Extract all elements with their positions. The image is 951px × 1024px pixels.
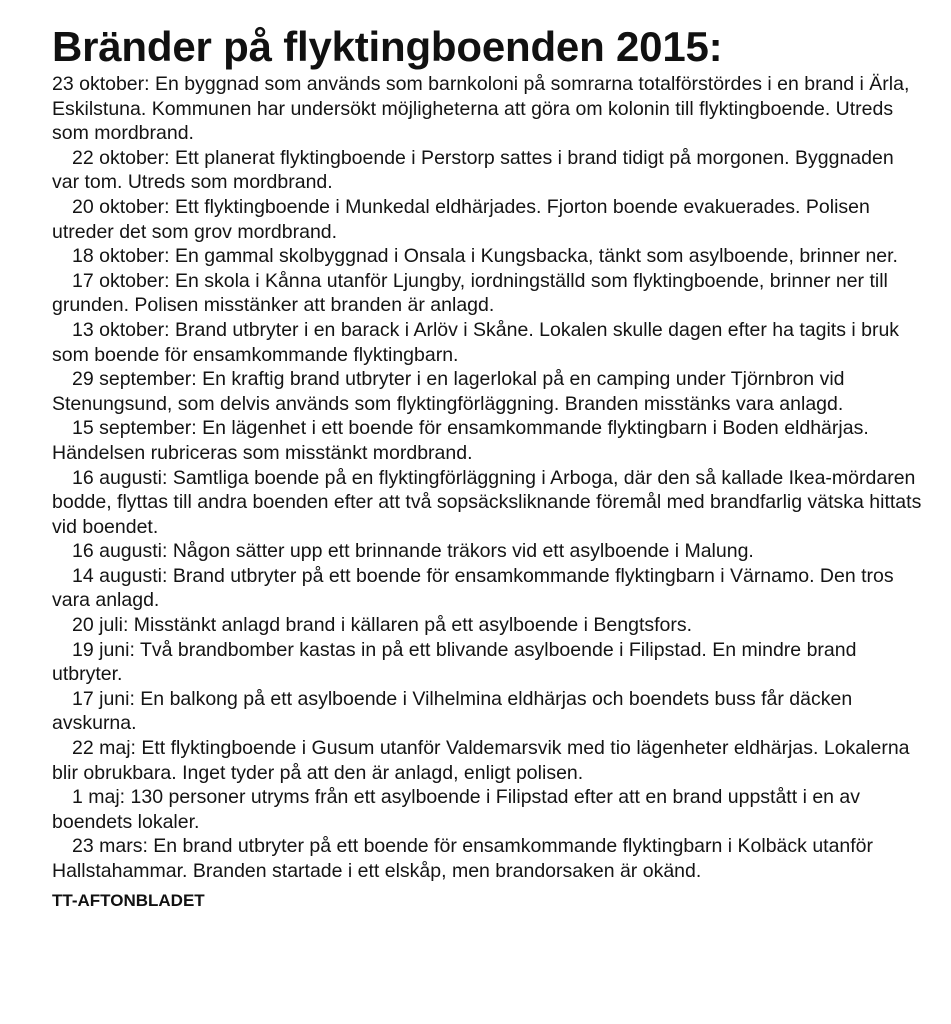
news-article (52, 22, 922, 912)
incident-entry: 18 oktober: En gammal skolbyggnad i Onsala i Kungsbacka, tänkt som asylboende, brinner ner. (72, 245, 898, 268)
headline: Bränder på flyktingboenden 2015: (52, 23, 723, 70)
incident-entry: 1 maj: 130 personer utryms från ett asylboende i Filipstad efter att en brand uppstått i en av boendets lokaler. (52, 786, 861, 833)
incident-entry: 17 oktober: En skola i Kånna utanför Ljungby, iordningställd som flyktingboende, brinner ner till grunden. Polisen misstänker att branden är anlagd. (52, 269, 888, 317)
byline: TT-AFTONBLADET (52, 890, 205, 910)
incident-entry: 20 oktober: Ett flyktingboende i Munkedal eldhärjades. Fjorton boende evakuerades. Polisen utreder det som grov mordbrand. (52, 195, 870, 243)
fire-incident-list (52, 72, 922, 884)
incident-entry: 15 september: En lägenhet i ett boende för ensamkommande flyktingbarn i Boden eldhärjas. Händelsen rubriceras som misstänkt mordbrand. (52, 417, 869, 464)
incident-entry: 23 oktober: En byggnad som används som barnkoloni på somrarna totalförstördes i en brand i Ärla, Eskilstuna. Kommunen har undersökt möjligheterna att göra om kolonin till flyktingboende. Utreds som mordbrand. (52, 73, 910, 145)
incident-entry: 17 juni: En balkong på ett asylboende i Vilhelmina eldhärjas och boendets buss får däcken avskurna. (52, 687, 853, 735)
incident-entry: 16 augusti: Samtliga boende på en flyktingförläggning i Arboga, där den så kallade Ikea-mördaren bodde, flyttas till andra boenden efter att två sopsäcksliknande föremål med brandfarlig vätska hittats vid boendet. (52, 466, 922, 538)
incident-entry: 16 augusti: Någon sätter upp ett brinnande träkors vid ett asylboende i Malung. (72, 540, 754, 563)
incident-entry: 13 oktober: Brand utbryter i en barack i Arlöv i Skåne. Lokalen skulle dagen efter ha tagits i bruk som boende för ensamkommande flyktingbarn. (52, 318, 900, 366)
incident-entry: 23 mars: En brand utbryter på ett boende för ensamkommande flyktingbarn i Kolbäck utanför Hallstahammar. Branden startade i ett elskåp, men brandorsaken är okänd. (52, 835, 874, 882)
incident-entry: 22 maj: Ett flyktingboende i Gusum utanför Valdemarsvik med tio lägenheter eldhärjas. Lokalerna blir obrukbara. Inget tyder på att den är anlagd, enligt polisen. (52, 737, 910, 784)
incident-entry: 22 oktober: Ett planerat flyktingboende i Perstorp sattes i brand tidigt på morgonen. Byggnaden var tom. Utreds som mordbrand. (52, 146, 894, 194)
incident-entry: 20 juli: Misstänkt anlagd brand i källaren på ett asylboende i Bengtsfors. (72, 614, 693, 637)
incident-entry: 19 juni: Två brandbomber kastas in på ett blivande asylboende i Filipstad. En mindre brand utbryter. (52, 638, 857, 686)
incident-entry: 29 september: En kraftig brand utbryter i en lagerlokal på en camping under Tjörnbron vid Stenungsund, som delvis används som flyktingförläggning. Branden misstänks vara anlagd. (52, 368, 845, 415)
incident-entry: 14 augusti: Brand utbryter på ett boende för ensamkommande flyktingbarn i Värnamo. Den tros vara anlagd. (52, 564, 894, 612)
